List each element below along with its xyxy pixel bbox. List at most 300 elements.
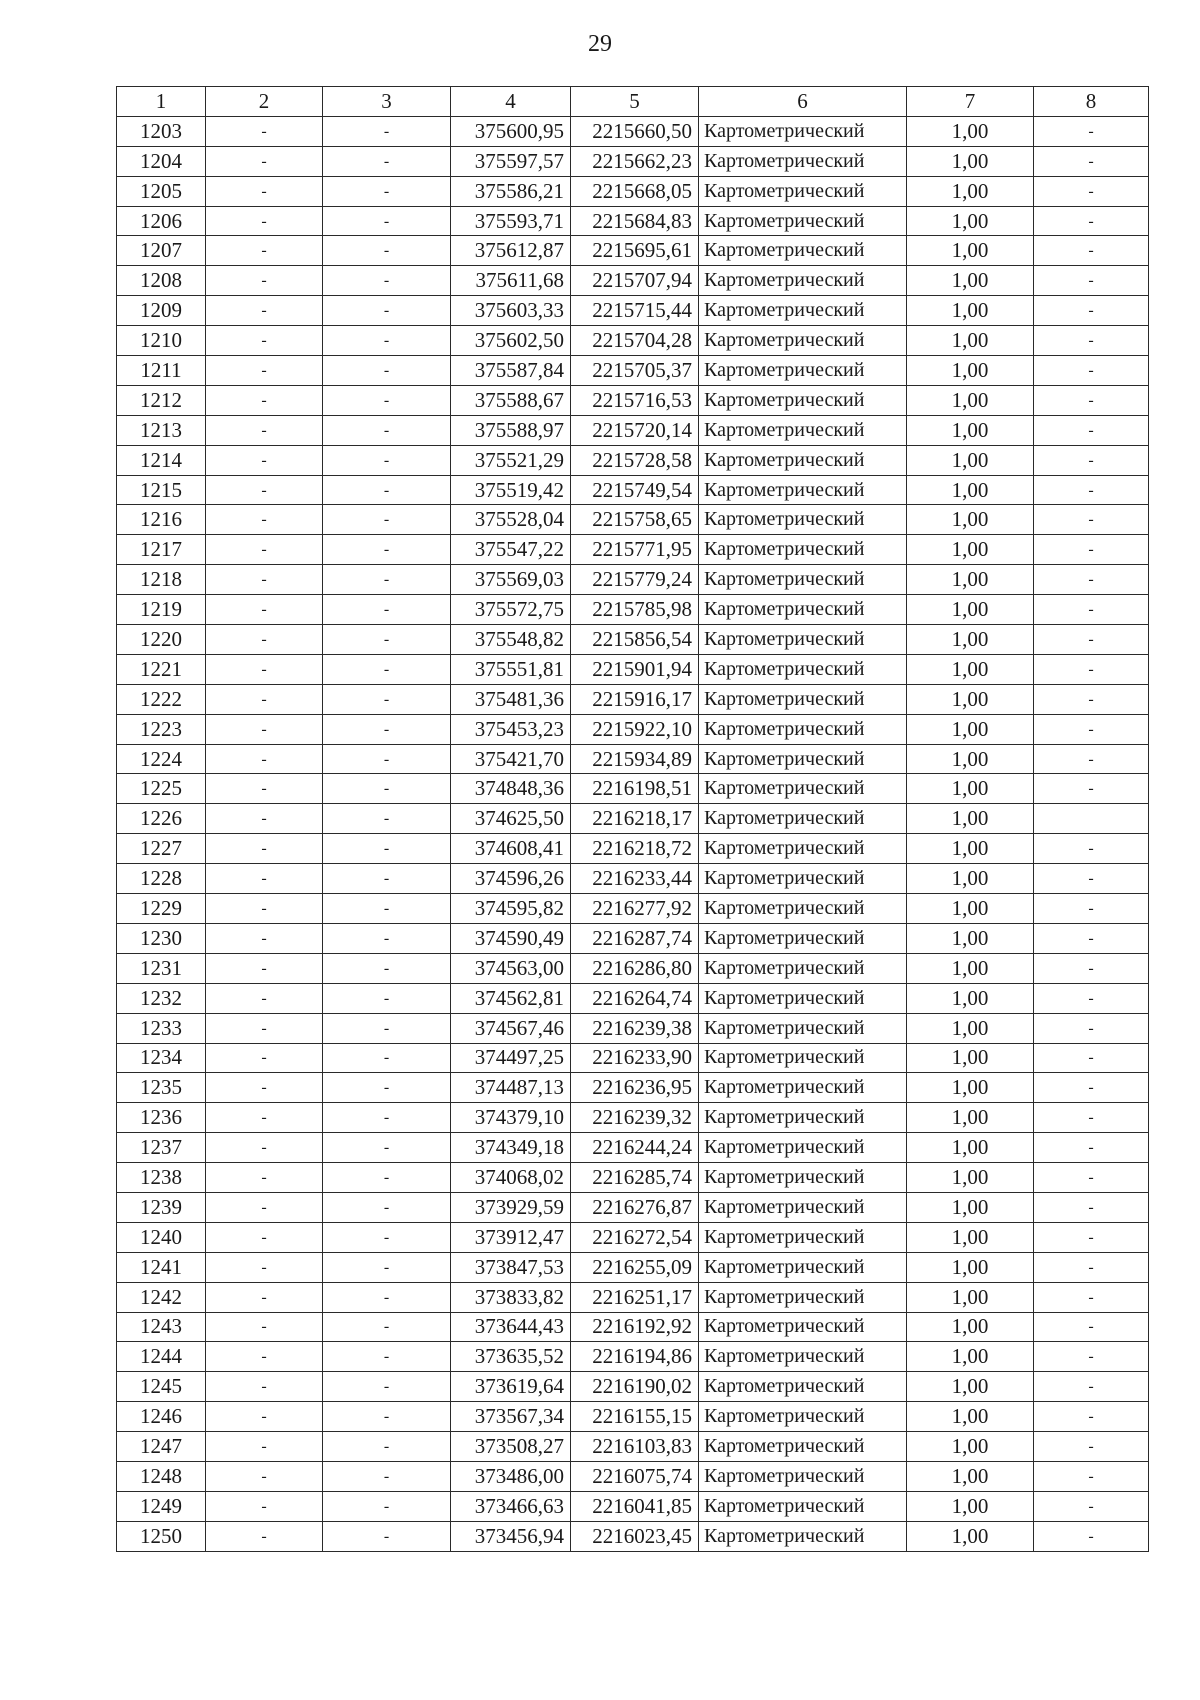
x-coordinate-cell: 375548,82 <box>451 625 571 655</box>
y-coordinate-cell: 2215771,95 <box>571 535 699 565</box>
x-coordinate-cell: 375588,67 <box>451 385 571 415</box>
x-coordinate-cell: 373466,63 <box>451 1491 571 1521</box>
accuracy-cell: 1,00 <box>907 1432 1034 1462</box>
method-cell: Картометрический <box>699 744 907 774</box>
point-number-cell: 1209 <box>117 296 206 326</box>
x-coordinate-cell: 375547,22 <box>451 535 571 565</box>
col3-cell: - <box>323 475 451 505</box>
col2-cell: - <box>206 834 323 864</box>
method-cell: Картометрический <box>699 266 907 296</box>
col8-cell: - <box>1034 1402 1149 1432</box>
column-header-6: 6 <box>699 87 907 117</box>
table-row <box>117 1252 1149 1282</box>
col8-cell: - <box>1034 983 1149 1013</box>
col8-cell: - <box>1034 415 1149 445</box>
table-row <box>117 1013 1149 1043</box>
y-coordinate-cell: 2216244,24 <box>571 1133 699 1163</box>
x-coordinate-cell: 375611,68 <box>451 266 571 296</box>
y-coordinate-cell: 2215758,65 <box>571 505 699 535</box>
point-number-cell: 1227 <box>117 834 206 864</box>
col8-cell: - <box>1034 1252 1149 1282</box>
point-number-cell: 1246 <box>117 1402 206 1432</box>
col8-cell: - <box>1034 1013 1149 1043</box>
point-number-cell: 1236 <box>117 1103 206 1133</box>
col3-cell: - <box>323 1252 451 1282</box>
table-row <box>117 1491 1149 1521</box>
point-number-cell: 1206 <box>117 206 206 236</box>
x-coordinate-cell: 373929,59 <box>451 1192 571 1222</box>
table-row <box>117 774 1149 804</box>
accuracy-cell: 1,00 <box>907 953 1034 983</box>
column-header-2: 2 <box>206 87 323 117</box>
col8-cell: - <box>1034 535 1149 565</box>
method-cell: Картометрический <box>699 475 907 505</box>
point-number-cell: 1204 <box>117 146 206 176</box>
method-cell: Картометрический <box>699 714 907 744</box>
col3-cell: - <box>323 356 451 386</box>
method-cell: Картометрический <box>699 236 907 266</box>
col2-cell: - <box>206 1192 323 1222</box>
page-number: 29 <box>588 31 612 57</box>
col8-cell: - <box>1034 625 1149 655</box>
col8-cell: - <box>1034 595 1149 625</box>
table-row <box>117 385 1149 415</box>
y-coordinate-cell: 2216276,87 <box>571 1192 699 1222</box>
x-coordinate-cell: 373833,82 <box>451 1282 571 1312</box>
table-row <box>117 1312 1149 1342</box>
y-coordinate-cell: 2216218,72 <box>571 834 699 864</box>
col2-cell: - <box>206 864 323 894</box>
x-coordinate-cell: 373456,94 <box>451 1521 571 1551</box>
x-coordinate-cell: 375612,87 <box>451 236 571 266</box>
y-coordinate-cell: 2216251,17 <box>571 1282 699 1312</box>
accuracy-cell: 1,00 <box>907 1252 1034 1282</box>
method-cell: Картометрический <box>699 116 907 146</box>
y-coordinate-cell: 2216233,90 <box>571 1043 699 1073</box>
accuracy-cell: 1,00 <box>907 385 1034 415</box>
table-row <box>117 744 1149 774</box>
col2-cell: - <box>206 116 323 146</box>
accuracy-cell: 1,00 <box>907 864 1034 894</box>
col2-cell: - <box>206 953 323 983</box>
x-coordinate-cell: 374562,81 <box>451 983 571 1013</box>
accuracy-cell: 1,00 <box>907 475 1034 505</box>
col3-cell: - <box>323 864 451 894</box>
point-number-cell: 1250 <box>117 1521 206 1551</box>
point-number-cell: 1245 <box>117 1372 206 1402</box>
col8-cell: - <box>1034 1372 1149 1402</box>
x-coordinate-cell: 373567,34 <box>451 1402 571 1432</box>
x-coordinate-cell: 374379,10 <box>451 1103 571 1133</box>
y-coordinate-cell: 2216041,85 <box>571 1491 699 1521</box>
table-row <box>117 535 1149 565</box>
x-coordinate-cell: 375602,50 <box>451 326 571 356</box>
col3-cell: - <box>323 445 451 475</box>
accuracy-cell: 1,00 <box>907 206 1034 236</box>
accuracy-cell: 1,00 <box>907 1282 1034 1312</box>
y-coordinate-cell: 2216023,45 <box>571 1521 699 1551</box>
y-coordinate-cell: 2215684,83 <box>571 206 699 236</box>
x-coordinate-cell: 374590,49 <box>451 923 571 953</box>
point-number-cell: 1216 <box>117 505 206 535</box>
x-coordinate-cell: 375453,23 <box>451 714 571 744</box>
col3-cell: - <box>323 535 451 565</box>
column-header-1: 1 <box>117 87 206 117</box>
table-row <box>117 1103 1149 1133</box>
x-coordinate-cell: 375586,21 <box>451 176 571 206</box>
x-coordinate-cell: 374563,00 <box>451 953 571 983</box>
y-coordinate-cell: 2216239,32 <box>571 1103 699 1133</box>
table-row <box>117 236 1149 266</box>
col3-cell: - <box>323 953 451 983</box>
col2-cell: - <box>206 415 323 445</box>
method-cell: Картометрический <box>699 1282 907 1312</box>
col2-cell: - <box>206 714 323 744</box>
x-coordinate-cell: 374497,25 <box>451 1043 571 1073</box>
col3-cell: - <box>323 1222 451 1252</box>
col2-cell: - <box>206 923 323 953</box>
method-cell: Картометрический <box>699 1342 907 1372</box>
col3-cell: - <box>323 1342 451 1372</box>
method-cell: Картометрический <box>699 1252 907 1282</box>
col8-cell: - <box>1034 1103 1149 1133</box>
method-cell: Картометрический <box>699 505 907 535</box>
col2-cell: - <box>206 236 323 266</box>
y-coordinate-cell: 2215916,17 <box>571 684 699 714</box>
col8-cell: - <box>1034 774 1149 804</box>
method-cell: Картометрический <box>699 1133 907 1163</box>
col8-cell: - <box>1034 1163 1149 1193</box>
col8-cell: - <box>1034 1222 1149 1252</box>
accuracy-cell: 1,00 <box>907 445 1034 475</box>
col8-cell: - <box>1034 475 1149 505</box>
col2-cell: - <box>206 1461 323 1491</box>
method-cell: Картометрический <box>699 894 907 924</box>
table-row <box>117 146 1149 176</box>
y-coordinate-cell: 2215707,94 <box>571 266 699 296</box>
col3-cell: - <box>323 206 451 236</box>
col2-cell: - <box>206 475 323 505</box>
table-header-row <box>117 87 1149 117</box>
col8-cell: - <box>1034 654 1149 684</box>
point-number-cell: 1248 <box>117 1461 206 1491</box>
accuracy-cell: 1,00 <box>907 1073 1034 1103</box>
accuracy-cell: 1,00 <box>907 415 1034 445</box>
col8-cell: - <box>1034 445 1149 475</box>
table-row <box>117 1073 1149 1103</box>
table-row <box>117 923 1149 953</box>
table-row <box>117 834 1149 864</box>
accuracy-cell: 1,00 <box>907 1312 1034 1342</box>
col2-cell: - <box>206 1043 323 1073</box>
col8-cell: - <box>1034 864 1149 894</box>
col8-cell: - <box>1034 1491 1149 1521</box>
method-cell: Картометрический <box>699 1103 907 1133</box>
table-row <box>117 1461 1149 1491</box>
col8-cell: - <box>1034 1133 1149 1163</box>
y-coordinate-cell: 2216285,74 <box>571 1163 699 1193</box>
col2-cell: - <box>206 1222 323 1252</box>
table-row <box>117 1402 1149 1432</box>
col8-cell: - <box>1034 565 1149 595</box>
x-coordinate-cell: 375593,71 <box>451 206 571 236</box>
table-row <box>117 176 1149 206</box>
table-row <box>117 684 1149 714</box>
y-coordinate-cell: 2216239,38 <box>571 1013 699 1043</box>
x-coordinate-cell: 373644,43 <box>451 1312 571 1342</box>
col8-cell: - <box>1034 834 1149 864</box>
col3-cell: - <box>323 1461 451 1491</box>
method-cell: Картометрический <box>699 1312 907 1342</box>
accuracy-cell: 1,00 <box>907 1163 1034 1193</box>
table-row <box>117 1043 1149 1073</box>
accuracy-cell: 1,00 <box>907 535 1034 565</box>
accuracy-cell: 1,00 <box>907 1521 1034 1551</box>
col8-cell: - <box>1034 356 1149 386</box>
col2-cell: - <box>206 1282 323 1312</box>
table-row <box>117 415 1149 445</box>
col2-cell: - <box>206 565 323 595</box>
col8-cell: - <box>1034 744 1149 774</box>
col3-cell: - <box>323 1073 451 1103</box>
y-coordinate-cell: 2216192,92 <box>571 1312 699 1342</box>
col2-cell: - <box>206 983 323 1013</box>
accuracy-cell: 1,00 <box>907 834 1034 864</box>
x-coordinate-cell: 373508,27 <box>451 1432 571 1462</box>
accuracy-cell: 1,00 <box>907 1103 1034 1133</box>
x-coordinate-cell: 374068,02 <box>451 1163 571 1193</box>
point-number-cell: 1210 <box>117 326 206 356</box>
accuracy-cell: 1,00 <box>907 983 1034 1013</box>
column-header-3: 3 <box>323 87 451 117</box>
accuracy-cell: 1,00 <box>907 1372 1034 1402</box>
col8-cell: - <box>1034 894 1149 924</box>
col2-cell: - <box>206 1521 323 1551</box>
y-coordinate-cell: 2216272,54 <box>571 1222 699 1252</box>
col3-cell: - <box>323 1282 451 1312</box>
method-cell: Картометрический <box>699 1163 907 1193</box>
col8-cell: - <box>1034 714 1149 744</box>
col3-cell: - <box>323 1521 451 1551</box>
method-cell: Картометрический <box>699 385 907 415</box>
col3-cell: - <box>323 385 451 415</box>
col3-cell: - <box>323 684 451 714</box>
point-number-cell: 1249 <box>117 1491 206 1521</box>
x-coordinate-cell: 374595,82 <box>451 894 571 924</box>
col3-cell: - <box>323 1402 451 1432</box>
table-row <box>117 894 1149 924</box>
y-coordinate-cell: 2216286,80 <box>571 953 699 983</box>
col3-cell: - <box>323 595 451 625</box>
accuracy-cell: 1,00 <box>907 1192 1034 1222</box>
col8-cell: - <box>1034 1312 1149 1342</box>
col8-cell: - <box>1034 1192 1149 1222</box>
point-number-cell: 1211 <box>117 356 206 386</box>
table-row <box>117 654 1149 684</box>
col2-cell: - <box>206 326 323 356</box>
x-coordinate-cell: 373635,52 <box>451 1342 571 1372</box>
x-coordinate-cell: 373619,64 <box>451 1372 571 1402</box>
col2-cell: - <box>206 1491 323 1521</box>
col2-cell: - <box>206 595 323 625</box>
point-number-cell: 1205 <box>117 176 206 206</box>
method-cell: Картометрический <box>699 1222 907 1252</box>
x-coordinate-cell: 374625,50 <box>451 804 571 834</box>
point-number-cell: 1244 <box>117 1342 206 1372</box>
col2-cell: - <box>206 1432 323 1462</box>
col8-cell: - <box>1034 505 1149 535</box>
col2-cell: - <box>206 1013 323 1043</box>
table-row <box>117 1192 1149 1222</box>
x-coordinate-cell: 375597,57 <box>451 146 571 176</box>
accuracy-cell: 1,00 <box>907 774 1034 804</box>
table-row <box>117 864 1149 894</box>
y-coordinate-cell: 2215934,89 <box>571 744 699 774</box>
col3-cell: - <box>323 505 451 535</box>
col2-cell: - <box>206 654 323 684</box>
table-row <box>117 983 1149 1013</box>
table-row <box>117 625 1149 655</box>
table-row <box>117 953 1149 983</box>
point-number-cell: 1242 <box>117 1282 206 1312</box>
accuracy-cell: 1,00 <box>907 1491 1034 1521</box>
col8-cell: - <box>1034 1282 1149 1312</box>
table-row <box>117 505 1149 535</box>
col3-cell: - <box>323 744 451 774</box>
x-coordinate-cell: 375551,81 <box>451 654 571 684</box>
col2-cell: - <box>206 146 323 176</box>
col8-cell: - <box>1034 266 1149 296</box>
point-number-cell: 1228 <box>117 864 206 894</box>
table-row <box>117 1222 1149 1252</box>
col2-cell: - <box>206 1372 323 1402</box>
col3-cell: - <box>323 834 451 864</box>
col8-cell: - <box>1034 923 1149 953</box>
method-cell: Картометрический <box>699 1432 907 1462</box>
col8-cell: - <box>1034 684 1149 714</box>
col2-cell: - <box>206 1073 323 1103</box>
method-cell: Картометрический <box>699 864 907 894</box>
x-coordinate-cell: 375600,95 <box>451 116 571 146</box>
table-row <box>117 1521 1149 1551</box>
y-coordinate-cell: 2215695,61 <box>571 236 699 266</box>
point-number-cell: 1222 <box>117 684 206 714</box>
point-number-cell: 1224 <box>117 744 206 774</box>
point-number-cell: 1230 <box>117 923 206 953</box>
method-cell: Картометрический <box>699 625 907 655</box>
col2-cell: - <box>206 206 323 236</box>
col8-cell <box>1034 804 1149 834</box>
point-number-cell: 1213 <box>117 415 206 445</box>
col8-cell: - <box>1034 1432 1149 1462</box>
col3-cell: - <box>323 1013 451 1043</box>
coordinates-table <box>116 86 1149 1552</box>
col3-cell: - <box>323 1491 451 1521</box>
method-cell: Картометрический <box>699 595 907 625</box>
y-coordinate-cell: 2216277,92 <box>571 894 699 924</box>
col2-cell: - <box>206 1312 323 1342</box>
col3-cell: - <box>323 804 451 834</box>
accuracy-cell: 1,00 <box>907 1222 1034 1252</box>
point-number-cell: 1225 <box>117 774 206 804</box>
method-cell: Картометрический <box>699 804 907 834</box>
col3-cell: - <box>323 1103 451 1133</box>
method-cell: Картометрический <box>699 923 907 953</box>
accuracy-cell: 1,00 <box>907 684 1034 714</box>
method-cell: Картометрический <box>699 296 907 326</box>
x-coordinate-cell: 375588,97 <box>451 415 571 445</box>
y-coordinate-cell: 2215715,44 <box>571 296 699 326</box>
table-row <box>117 595 1149 625</box>
accuracy-cell: 1,00 <box>907 356 1034 386</box>
col2-cell: - <box>206 684 323 714</box>
point-number-cell: 1232 <box>117 983 206 1013</box>
x-coordinate-cell: 373847,53 <box>451 1252 571 1282</box>
accuracy-cell: 1,00 <box>907 266 1034 296</box>
method-cell: Картометрический <box>699 1013 907 1043</box>
col3-cell: - <box>323 714 451 744</box>
y-coordinate-cell: 2216155,15 <box>571 1402 699 1432</box>
method-cell: Картометрический <box>699 834 907 864</box>
y-coordinate-cell: 2215705,37 <box>571 356 699 386</box>
method-cell: Картометрический <box>699 774 907 804</box>
method-cell: Картометрический <box>699 176 907 206</box>
x-coordinate-cell: 373912,47 <box>451 1222 571 1252</box>
col3-cell: - <box>323 236 451 266</box>
accuracy-cell: 1,00 <box>907 894 1034 924</box>
y-coordinate-cell: 2216264,74 <box>571 983 699 1013</box>
y-coordinate-cell: 2215856,54 <box>571 625 699 655</box>
x-coordinate-cell: 375481,36 <box>451 684 571 714</box>
point-number-cell: 1218 <box>117 565 206 595</box>
method-cell: Картометрический <box>699 146 907 176</box>
table-row <box>117 714 1149 744</box>
point-number-cell: 1231 <box>117 953 206 983</box>
y-coordinate-cell: 2216233,44 <box>571 864 699 894</box>
table-row <box>117 1342 1149 1372</box>
method-cell: Картометрический <box>699 535 907 565</box>
point-number-cell: 1226 <box>117 804 206 834</box>
method-cell: Картометрический <box>699 654 907 684</box>
accuracy-cell: 1,00 <box>907 625 1034 655</box>
accuracy-cell: 1,00 <box>907 714 1034 744</box>
col8-cell: - <box>1034 236 1149 266</box>
col3-cell: - <box>323 1432 451 1462</box>
col8-cell: - <box>1034 1342 1149 1372</box>
table-row <box>117 1432 1149 1462</box>
method-cell: Картометрический <box>699 1043 907 1073</box>
method-cell: Картометрический <box>699 206 907 236</box>
table-row <box>117 804 1149 834</box>
method-cell: Картометрический <box>699 326 907 356</box>
table-body <box>117 116 1149 1551</box>
col8-cell: - <box>1034 296 1149 326</box>
col8-cell: - <box>1034 176 1149 206</box>
col3-cell: - <box>323 415 451 445</box>
point-number-cell: 1207 <box>117 236 206 266</box>
accuracy-cell: 1,00 <box>907 595 1034 625</box>
col8-cell: - <box>1034 146 1149 176</box>
table-row <box>117 445 1149 475</box>
table-row <box>117 1133 1149 1163</box>
col3-cell: - <box>323 625 451 655</box>
point-number-cell: 1233 <box>117 1013 206 1043</box>
x-coordinate-cell: 375603,33 <box>451 296 571 326</box>
x-coordinate-cell: 375421,70 <box>451 744 571 774</box>
col3-cell: - <box>323 266 451 296</box>
accuracy-cell: 1,00 <box>907 176 1034 206</box>
accuracy-cell: 1,00 <box>907 804 1034 834</box>
